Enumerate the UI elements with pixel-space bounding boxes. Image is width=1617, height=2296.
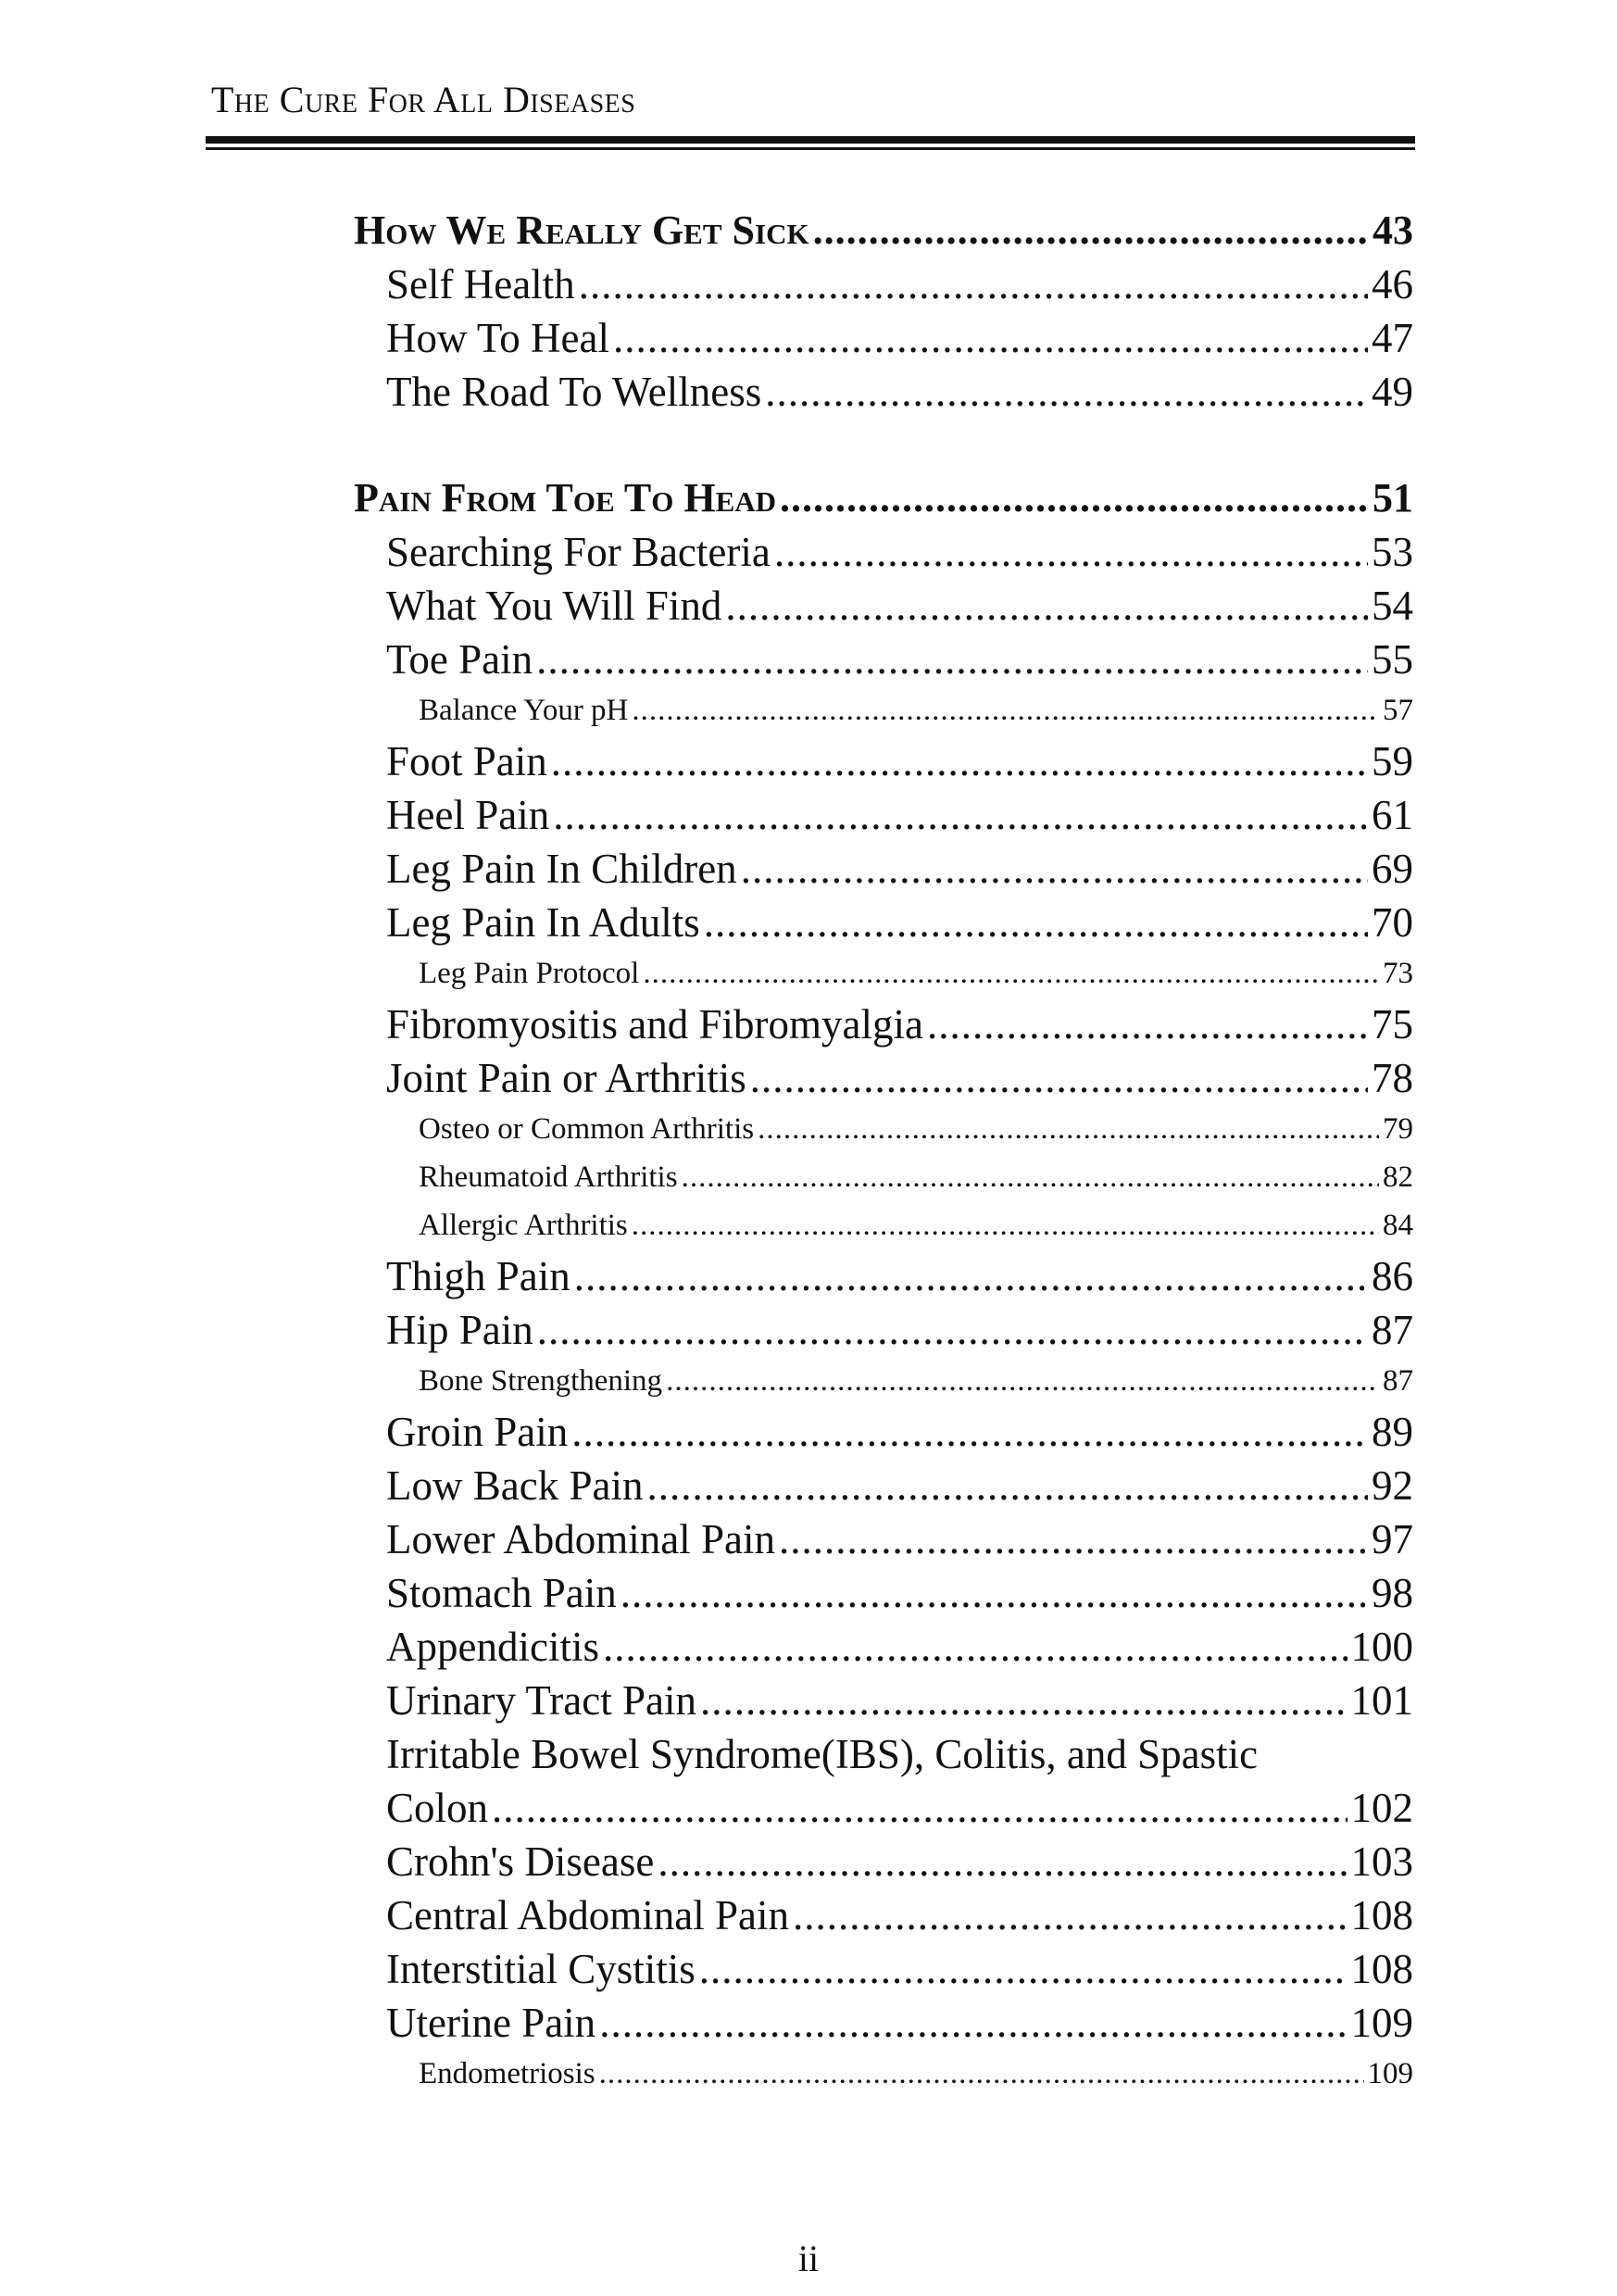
toc-entry-page: 75 bbox=[1372, 1001, 1413, 1048]
toc-entry-label: Balance Your pH bbox=[419, 694, 629, 727]
toc-entry-label: Self Health bbox=[386, 261, 575, 307]
toc-entry-label: Groin Pain bbox=[386, 1409, 569, 1455]
dot-leader bbox=[599, 1996, 1347, 2050]
toc-section bbox=[354, 1051, 1413, 1105]
section-gap bbox=[354, 419, 1413, 471]
dot-leader bbox=[492, 1781, 1347, 1835]
toc-entry-page: 51 bbox=[1373, 475, 1413, 521]
toc-entry-label: Low Back Pain bbox=[386, 1462, 644, 1509]
toc-section bbox=[354, 633, 1413, 686]
dot-leader bbox=[813, 204, 1369, 257]
toc-section bbox=[354, 1620, 1413, 1674]
toc-section bbox=[354, 896, 1413, 949]
toc-section bbox=[354, 1835, 1413, 1888]
toc-section bbox=[354, 1996, 1413, 2050]
dot-leader bbox=[553, 788, 1368, 842]
dot-leader bbox=[741, 842, 1368, 896]
toc-section bbox=[354, 1942, 1413, 1996]
toc-section bbox=[354, 1781, 1413, 1835]
dot-leader bbox=[571, 1405, 1368, 1459]
header-rule-thin bbox=[206, 147, 1415, 150]
toc-entry-page: 55 bbox=[1372, 636, 1413, 683]
dot-leader bbox=[750, 1051, 1368, 1105]
toc-section bbox=[354, 525, 1413, 579]
toc-entry-label: Searching For Bacteria bbox=[386, 529, 771, 575]
toc-entry-page: 84 bbox=[1383, 1209, 1413, 1242]
toc-entry-label: Urinary Tract Pain bbox=[386, 1677, 696, 1724]
dot-leader bbox=[699, 1942, 1348, 1996]
dot-leader bbox=[793, 1888, 1348, 1942]
toc-chapter bbox=[354, 471, 1413, 525]
dot-leader bbox=[551, 734, 1368, 788]
dot-leader bbox=[658, 1835, 1347, 1888]
dot-leader bbox=[603, 1620, 1348, 1674]
dot-leader bbox=[700, 1674, 1348, 1727]
dot-leader bbox=[537, 1303, 1368, 1357]
toc-entry-label: Joint Pain or Arthritis bbox=[386, 1055, 746, 1101]
dot-leader bbox=[643, 949, 1379, 997]
toc-entry-page: 46 bbox=[1372, 261, 1413, 307]
toc-entry-label: Leg Pain Protocol bbox=[419, 957, 640, 990]
toc-entry-page: 92 bbox=[1372, 1462, 1413, 1509]
toc-entry-page: 53 bbox=[1372, 529, 1413, 575]
toc-entry-page: 57 bbox=[1383, 694, 1413, 727]
dot-leader bbox=[927, 997, 1368, 1051]
toc-entry-page: 86 bbox=[1372, 1253, 1413, 1299]
toc-section bbox=[354, 311, 1413, 365]
toc-subsection bbox=[354, 1357, 1413, 1405]
toc-entry-label: How We Really Get Sick bbox=[354, 207, 809, 253]
table-of-contents bbox=[354, 204, 1413, 2098]
toc-entry-page: 103 bbox=[1350, 1838, 1413, 1885]
dot-leader bbox=[599, 2050, 1364, 2098]
toc-entry-page: 108 bbox=[1350, 1946, 1413, 1992]
toc-entry-page: 78 bbox=[1372, 1055, 1413, 1101]
toc-section bbox=[354, 1512, 1413, 1566]
toc-section bbox=[354, 1888, 1413, 1942]
toc-section bbox=[354, 1249, 1413, 1303]
toc-entry-label: Fibromyositis and Fibromyalgia bbox=[386, 1001, 923, 1048]
toc-entry-label: Uterine Pain bbox=[386, 2000, 596, 2046]
toc-entry-page: 87 bbox=[1383, 1364, 1413, 1398]
toc-entry-label: What You Will Find bbox=[386, 583, 722, 629]
toc-entry-page: 100 bbox=[1350, 1624, 1413, 1670]
toc-entry-label: Crohn's Disease bbox=[386, 1838, 655, 1885]
toc-subsection bbox=[354, 949, 1413, 997]
dot-leader bbox=[704, 896, 1368, 949]
toc-subsection bbox=[354, 1153, 1413, 1201]
toc-subsection bbox=[354, 2050, 1413, 2098]
toc-section bbox=[354, 365, 1413, 419]
toc-entry-page: 79 bbox=[1383, 1112, 1413, 1146]
dot-leader bbox=[536, 633, 1368, 686]
toc-entry-label: Appendicitis bbox=[386, 1624, 599, 1670]
toc-section bbox=[354, 1405, 1413, 1459]
toc-section bbox=[354, 842, 1413, 896]
toc-entry-page: 47 bbox=[1372, 315, 1413, 361]
dot-leader bbox=[779, 1512, 1368, 1566]
toc-subsection bbox=[354, 1201, 1413, 1249]
dot-leader bbox=[574, 1249, 1368, 1303]
toc-section bbox=[354, 1459, 1413, 1512]
toc-entry-label: Stomach Pain bbox=[386, 1570, 617, 1616]
toc-section bbox=[354, 579, 1413, 633]
toc-entry-label-line1: Irritable Bowel Syndrome(IBS), Colitis, and Spastic bbox=[386, 1731, 1259, 1777]
toc-entry-page: 108 bbox=[1350, 1892, 1413, 1938]
toc-entry-label: Pain From Toe To Head bbox=[354, 475, 777, 521]
toc-entry-label: Allergic Arthritis bbox=[419, 1209, 628, 1242]
toc-entry-label: Hip Pain bbox=[386, 1307, 533, 1353]
toc-section bbox=[354, 997, 1413, 1051]
toc-entry-page: 98 bbox=[1372, 1570, 1413, 1616]
dot-leader bbox=[774, 525, 1368, 579]
toc-entry-page: 70 bbox=[1372, 899, 1413, 946]
dot-leader bbox=[632, 686, 1379, 734]
toc-entry-label: The Road To Wellness bbox=[386, 369, 762, 415]
toc-subsection bbox=[354, 686, 1413, 734]
toc-entry-page: 102 bbox=[1350, 1785, 1413, 1831]
toc-entry-label: Leg Pain In Children bbox=[386, 846, 737, 892]
dot-leader bbox=[620, 1566, 1368, 1620]
toc-entry-label: Interstitial Cystitis bbox=[386, 1946, 696, 1992]
dot-leader bbox=[725, 579, 1368, 633]
toc-entry-page: 59 bbox=[1372, 738, 1413, 784]
toc-entry-page: 109 bbox=[1350, 2000, 1413, 2046]
toc-entry-label: How To Heal bbox=[386, 315, 609, 361]
toc-entry-label: Colon bbox=[386, 1785, 489, 1831]
toc-entry-label: Foot Pain bbox=[386, 738, 547, 784]
toc-entry-page: 49 bbox=[1372, 369, 1413, 415]
dot-leader bbox=[632, 1201, 1379, 1249]
toc-entry-label: Central Abdominal Pain bbox=[386, 1892, 789, 1938]
page-number: ii bbox=[797, 2238, 820, 2279]
dot-leader bbox=[758, 1105, 1379, 1153]
toc-entry-page: 109 bbox=[1367, 2057, 1413, 2090]
dot-leader bbox=[765, 365, 1368, 419]
toc-entry-page: 82 bbox=[1383, 1161, 1413, 1194]
toc-section bbox=[354, 257, 1413, 311]
toc-entry-label: Lower Abdominal Pain bbox=[386, 1516, 775, 1562]
toc-entry-label: Leg Pain In Adults bbox=[386, 899, 700, 946]
toc-section bbox=[354, 1674, 1413, 1727]
header-rule-thick bbox=[206, 136, 1415, 144]
toc-section bbox=[354, 788, 1413, 842]
toc-entry-page: 97 bbox=[1372, 1516, 1413, 1562]
running-header: The Cure For All Diseases bbox=[211, 79, 636, 120]
toc-entry-page: 101 bbox=[1350, 1677, 1413, 1724]
toc-entry-label: Heel Pain bbox=[386, 792, 550, 838]
dot-leader bbox=[613, 311, 1368, 365]
toc-entry-label: Osteo or Common Arthritis bbox=[419, 1112, 755, 1146]
toc-section bbox=[354, 1303, 1413, 1357]
dot-leader bbox=[780, 471, 1369, 525]
toc-entry-page: 73 bbox=[1383, 957, 1413, 990]
toc-chapter bbox=[354, 204, 1413, 257]
toc-section bbox=[354, 734, 1413, 788]
dot-leader bbox=[579, 257, 1368, 311]
toc-section bbox=[354, 1566, 1413, 1620]
dot-leader bbox=[666, 1357, 1379, 1405]
toc-entry-label: Endometriosis bbox=[419, 2057, 595, 2090]
toc-entry-page: 87 bbox=[1372, 1307, 1413, 1353]
toc-entry-label: Toe Pain bbox=[386, 636, 533, 683]
toc-subsection bbox=[354, 1105, 1413, 1153]
dot-leader bbox=[646, 1459, 1368, 1512]
toc-entry-page: 54 bbox=[1372, 583, 1413, 629]
toc-entry-page: 43 bbox=[1373, 207, 1413, 253]
toc-entry-page: 61 bbox=[1372, 792, 1413, 838]
toc-entry-label: Rheumatoid Arthritis bbox=[419, 1161, 678, 1194]
toc-entry-page: 69 bbox=[1372, 846, 1413, 892]
toc-entry-label: Thigh Pain bbox=[386, 1253, 570, 1299]
dot-leader bbox=[682, 1153, 1379, 1201]
toc-entry-label: Bone Strengthening bbox=[419, 1364, 663, 1398]
toc-entry-page: 89 bbox=[1372, 1409, 1413, 1455]
